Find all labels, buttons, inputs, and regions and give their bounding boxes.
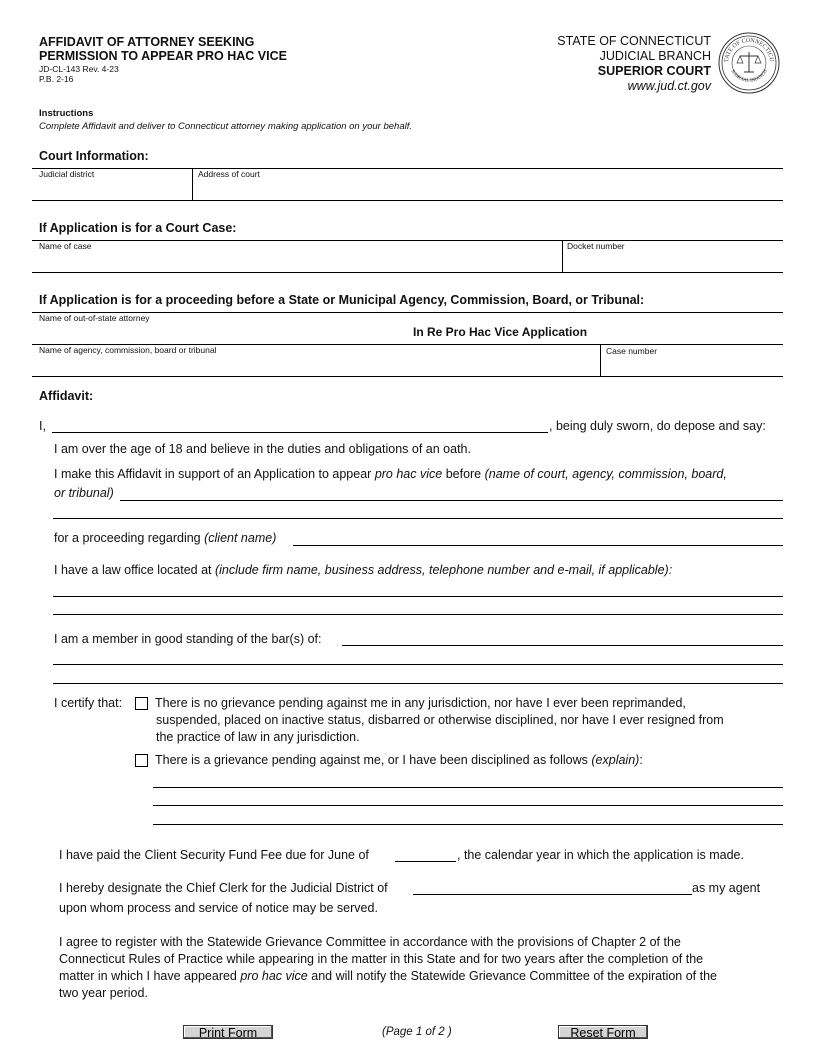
court-heading (557, 34, 711, 94)
client-statement: for a proceeding regarding (client name) (54, 531, 277, 545)
divider (32, 240, 783, 241)
affiant-prefix: I, (39, 419, 46, 433)
court-case-heading: If Application is for a Court Case: (39, 221, 237, 235)
grievance-explain-field-2[interactable] (153, 805, 783, 806)
case-number-field[interactable] (602, 356, 782, 375)
designate-statement-c: upon whom process and service of notice may be served. (59, 901, 378, 915)
agent-district-field[interactable] (413, 894, 692, 895)
judicial-district-field[interactable] (33, 180, 191, 199)
bar-field-2[interactable] (53, 664, 783, 665)
divider (192, 168, 193, 200)
support-statement-cont: or tribunal) (54, 486, 114, 500)
instructions-text: Complete Affidavit and deliver to Connecticut attorney making application on your behalf. (39, 121, 413, 132)
affiant-name-field[interactable] (52, 432, 548, 433)
tribunal-name-field[interactable] (120, 500, 783, 501)
designate-statement-b: as my agent (692, 881, 761, 895)
grievance-pending-checkbox[interactable] (135, 754, 148, 767)
court-name: SUPERIOR COURT (597, 64, 711, 78)
divider (562, 240, 563, 272)
agency-name-field[interactable] (33, 356, 598, 375)
branch-name: JUDICIAL BRANCH (599, 49, 711, 63)
register-line-1: I agree to register with the Statewide Grievance Committee in accordance with the provisions of Chapter 2 of the (59, 935, 681, 949)
case-name-field[interactable] (33, 252, 560, 271)
bar-field-3[interactable] (53, 683, 783, 684)
reset-form-button[interactable]: Reset Form (558, 1025, 648, 1039)
page-indicator: (Page 1 of 2 ) (382, 1026, 452, 1038)
fee-statement-b: , the calendar year in which the application is made. (457, 848, 744, 862)
court-information-heading: Court Information: (39, 149, 149, 163)
print-form-button[interactable]: Print Form (183, 1025, 273, 1039)
law-office-field-2[interactable] (53, 614, 783, 615)
docket-number-field[interactable] (564, 252, 782, 271)
instructions-heading: Instructions (39, 108, 94, 119)
svg-text:JUDICIAL BRANCH: JUDICIAL BRANCH (729, 68, 769, 84)
bar-field-1[interactable] (342, 645, 783, 646)
judicial-seal-icon (718, 32, 780, 94)
state-name: STATE OF CONNECTICUT (557, 34, 711, 48)
sworn-text: , being duly sworn, do depose and say: (549, 419, 766, 433)
law-office-field-1[interactable] (53, 596, 783, 597)
court-address-label: Address of court (198, 169, 260, 179)
website-link[interactable]: www.jud.ct.gov (627, 79, 711, 93)
support-statement: I make this Affidavit in support of an Application to appear pro hac vice before (name of court, agency, commission, board, (54, 467, 727, 481)
no-grievance-checkbox[interactable] (135, 697, 148, 710)
designate-statement-a: I hereby designate the Chief Clerk for the Judicial District of (59, 881, 388, 895)
judicial-district-label: Judicial district (39, 169, 95, 179)
form-number: JD-CL-143 Rev. 4-23 (39, 64, 119, 74)
docket-number-label: Docket number (567, 241, 625, 251)
grievance-explain-field-1[interactable] (153, 787, 783, 788)
agency-heading: If Application is for a proceeding before a State or Municipal Agency, Commission, Board, or Tribunal: (39, 293, 645, 307)
practice-book-ref: P.B. 2-16 (39, 74, 74, 84)
in-re-caption: In Re Pro Hac Vice Application (413, 325, 588, 339)
tribunal-name-field-2[interactable] (53, 518, 783, 519)
form-title: AFFIDAVIT OF ATTORNEY SEEKING PERMISSION TO APPEAR PRO HAC VICE (39, 35, 287, 63)
age-statement: I am over the age of 18 and believe in the duties and obligations of an oath. (54, 442, 471, 456)
certify-label: I certify that: (54, 696, 123, 710)
divider (600, 344, 601, 376)
divider (32, 200, 783, 201)
divider (32, 272, 783, 273)
divider (32, 376, 783, 377)
court-address-field[interactable] (194, 180, 782, 199)
law-office-statement: I have a law office located at (include firm name, business address, telephone number and e-mail, if applicable): (54, 563, 673, 577)
agency-name-label: Name of agency, commission, board or tribunal (39, 345, 217, 355)
attorney-name-label: Name of out-of-state attorney (39, 313, 150, 323)
svg-text:STATE OF CONNECTICUT: TATE OF CONNECTICU (723, 37, 775, 63)
grievance-explain-field-3[interactable] (153, 824, 783, 825)
fee-statement-a: I have paid the Client Security Fund Fee due for June of (59, 848, 369, 862)
no-grievance-text-2: suspended, placed on inactive status, disbarred or otherwise disciplined, nor have I ever resigned from (156, 713, 724, 727)
case-name-label: Name of case (39, 241, 92, 251)
grievance-pending-text: There is a grievance pending against me, or I have been disciplined as follows (explain): (155, 753, 643, 767)
register-line-4: two year period. (59, 986, 148, 1000)
case-number-label: Case number (606, 346, 658, 356)
no-grievance-text-3: the practice of law in any jurisdiction. (156, 730, 360, 744)
divider (32, 168, 783, 169)
fee-year-field[interactable] (395, 861, 456, 862)
affidavit-heading: Affidavit: (39, 389, 94, 403)
no-grievance-text-1: There is no grievance pending against me in any jurisdiction, nor have I ever been reprimanded, (155, 696, 686, 710)
bar-membership-statement: I am a member in good standing of the bar(s) of: (54, 632, 322, 646)
register-line-3: matter in which I have appeared pro hac vice and will notify the Statewide Grievance Committee of the expiration of the (59, 969, 718, 983)
client-name-field[interactable] (293, 545, 783, 546)
register-line-2: Connecticut Rules of Practice while appearing in the matter in this State and for two years after the completion of the (59, 952, 704, 966)
